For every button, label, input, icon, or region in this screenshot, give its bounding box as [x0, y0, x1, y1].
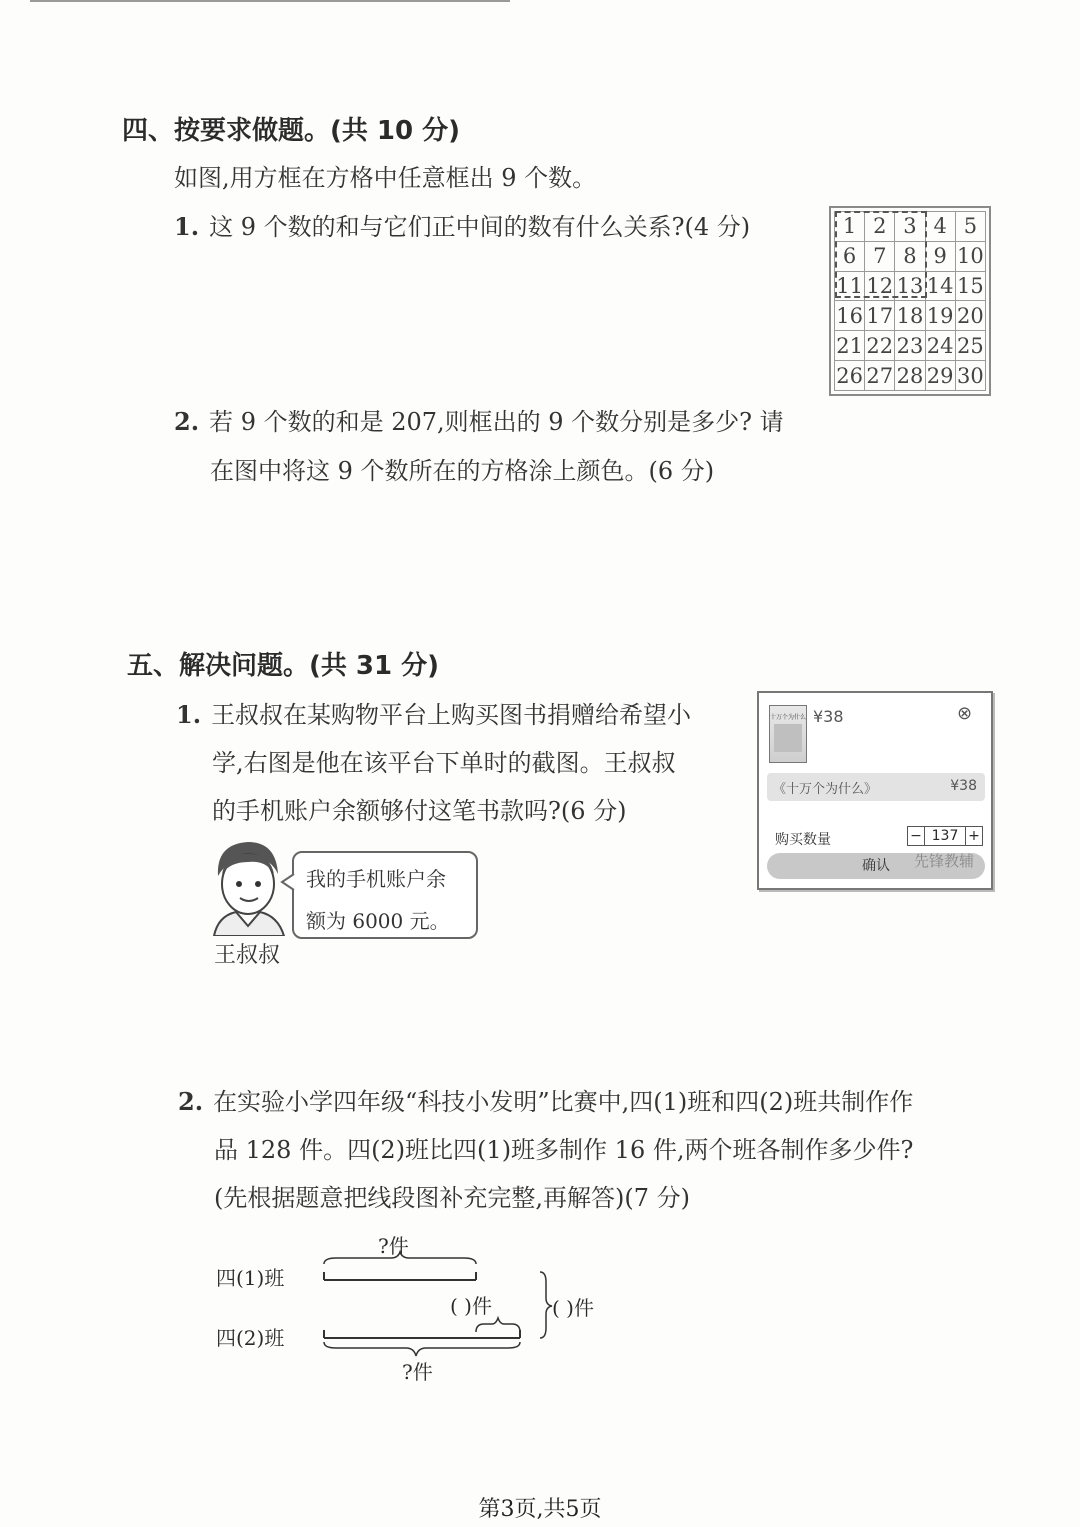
grid-cell[interactable]: 22 [865, 331, 895, 361]
grid-cell[interactable]: 18 [895, 301, 925, 331]
watermark: 先锋教辅 [914, 852, 975, 870]
question-5-1 [176, 695, 691, 730]
speech-bubble-tail [280, 872, 296, 892]
difference-brace [476, 1318, 520, 1332]
quantity-value[interactable]: 137 [931, 828, 959, 844]
grid-cell[interactable]: 16 [835, 301, 865, 331]
question-4-2-line2: 在图中将这 9 个数所在的方格涂上颜色。(6 分) [210, 457, 715, 485]
bottom-question-label: ?件 [402, 1360, 433, 1384]
grid-cell[interactable]: 12 [865, 271, 895, 301]
grid-cell[interactable]: 26 [835, 361, 865, 391]
minus-button[interactable]: − [908, 827, 925, 845]
question-number: 2. [174, 407, 200, 436]
total-brace [540, 1272, 552, 1338]
grid-cell[interactable]: 21 [835, 331, 865, 361]
question-number: 1. [176, 700, 202, 729]
class2-label: 四(2)班 [216, 1326, 285, 1350]
grid-cell[interactable]: 8 [895, 241, 925, 271]
number-grid-table [834, 211, 986, 391]
speech-line1: 我的手机账户余 [306, 867, 446, 891]
book-cover-illustration [774, 724, 802, 752]
book-item-row [767, 773, 985, 801]
speech-bubble [292, 851, 478, 939]
grid-cell[interactable]: 24 [925, 331, 955, 361]
grid-cell[interactable]: 13 [895, 271, 925, 301]
grid-cell[interactable]: 29 [925, 361, 955, 391]
question-number: 2. [178, 1087, 204, 1116]
top-question-label: ?件 [378, 1234, 409, 1258]
grid-cell[interactable]: 9 [925, 241, 955, 271]
grid-cell[interactable]: 5 [955, 212, 985, 242]
grid-cell[interactable]: 2 [865, 212, 895, 242]
question-text-line1: 若 9 个数的和是 207,则框出的 9 个数分别是多少? 请 [209, 408, 784, 436]
quantity-label: 购买数量 [775, 832, 831, 848]
grid-cell[interactable]: 28 [895, 361, 925, 391]
plus-button[interactable]: + [965, 827, 982, 845]
grid-cell[interactable]: 15 [955, 271, 985, 301]
question-4-1 [174, 207, 750, 242]
grid-cell[interactable]: 14 [925, 271, 955, 301]
question-4-2 [174, 402, 784, 437]
question-5-1-line3: 的手机账户余额够付这笔书款吗?(6 分) [212, 797, 627, 825]
question-text-line1: 王叔叔在某购物平台上购买图书捐赠给希望小 [211, 701, 692, 729]
class1-label: 四(1)班 [216, 1266, 285, 1290]
grid-cell[interactable]: 23 [895, 331, 925, 361]
bottom-brace [324, 1342, 520, 1356]
question-5-2-line2: 品 128 件。四(2)班比四(1)班多制作 16 件,两个班各制作多少件? [214, 1136, 914, 1164]
top-brace [324, 1252, 476, 1264]
difference-blank[interactable]: ( )件 [450, 1294, 492, 1318]
grid-cell[interactable]: 7 [865, 241, 895, 271]
confirm-button[interactable]: 确认 [767, 853, 985, 879]
grid-cell[interactable]: 1 [835, 212, 865, 242]
segment-diagram [316, 1250, 556, 1360]
question-5-2-line3: (先根据题意把线段图补充完整,再解答)(7 分) [214, 1184, 690, 1212]
question-text: 这 9 个数的和与它们正中间的数有什么关系?(4 分) [209, 213, 751, 241]
number-grid [829, 206, 991, 396]
grid-cell[interactable]: 25 [955, 331, 985, 361]
close-icon[interactable]: ⊗ [957, 703, 973, 724]
price-top: ¥38 [813, 707, 844, 726]
section5-heading: 五、解决问题。(共 31 分) [127, 651, 440, 681]
total-blank[interactable]: ( )件 [552, 1296, 594, 1320]
grid-cell[interactable]: 10 [955, 241, 985, 271]
section4-heading: 四、按要求做题。(共 10 分) [122, 116, 461, 146]
section4-intro: 如图,用方框在方格中任意框出 9 个数。 [174, 164, 597, 192]
question-number: 1. [174, 212, 200, 241]
grid-cell[interactable]: 17 [865, 301, 895, 331]
question-text-line1: 在实验小学四年级“科技小发明”比赛中,四(1)班和四(2)班共制作作 [213, 1088, 914, 1116]
book-cover-title: 十万个为什么 [770, 714, 807, 721]
page-top-rule [30, 0, 510, 2]
speech-line2: 额为 6000 元。 [306, 909, 450, 933]
grid-cell[interactable]: 27 [865, 361, 895, 391]
grid-cell[interactable]: 6 [835, 241, 865, 271]
grid-cell[interactable]: 4 [925, 212, 955, 242]
grid-cell[interactable]: 3 [895, 212, 925, 242]
grid-cell[interactable]: 20 [955, 301, 985, 331]
order-screenshot-card [757, 691, 993, 890]
book-cover-image [769, 705, 807, 763]
page-footer: 第3页,共5页 [478, 1497, 602, 1522]
grid-cell[interactable]: 19 [925, 301, 955, 331]
grid-cell[interactable]: 11 [835, 271, 865, 301]
question-5-1-line2: 学,右图是他在该平台下单时的截图。王叔叔 [212, 749, 676, 777]
book-name: 《十万个为什么》 [773, 782, 878, 797]
person-name: 王叔叔 [214, 943, 281, 968]
book-price: ¥38 [950, 778, 977, 794]
grid-cell[interactable]: 30 [955, 361, 985, 391]
question-5-2 [178, 1082, 913, 1117]
quantity-stepper [907, 826, 983, 846]
